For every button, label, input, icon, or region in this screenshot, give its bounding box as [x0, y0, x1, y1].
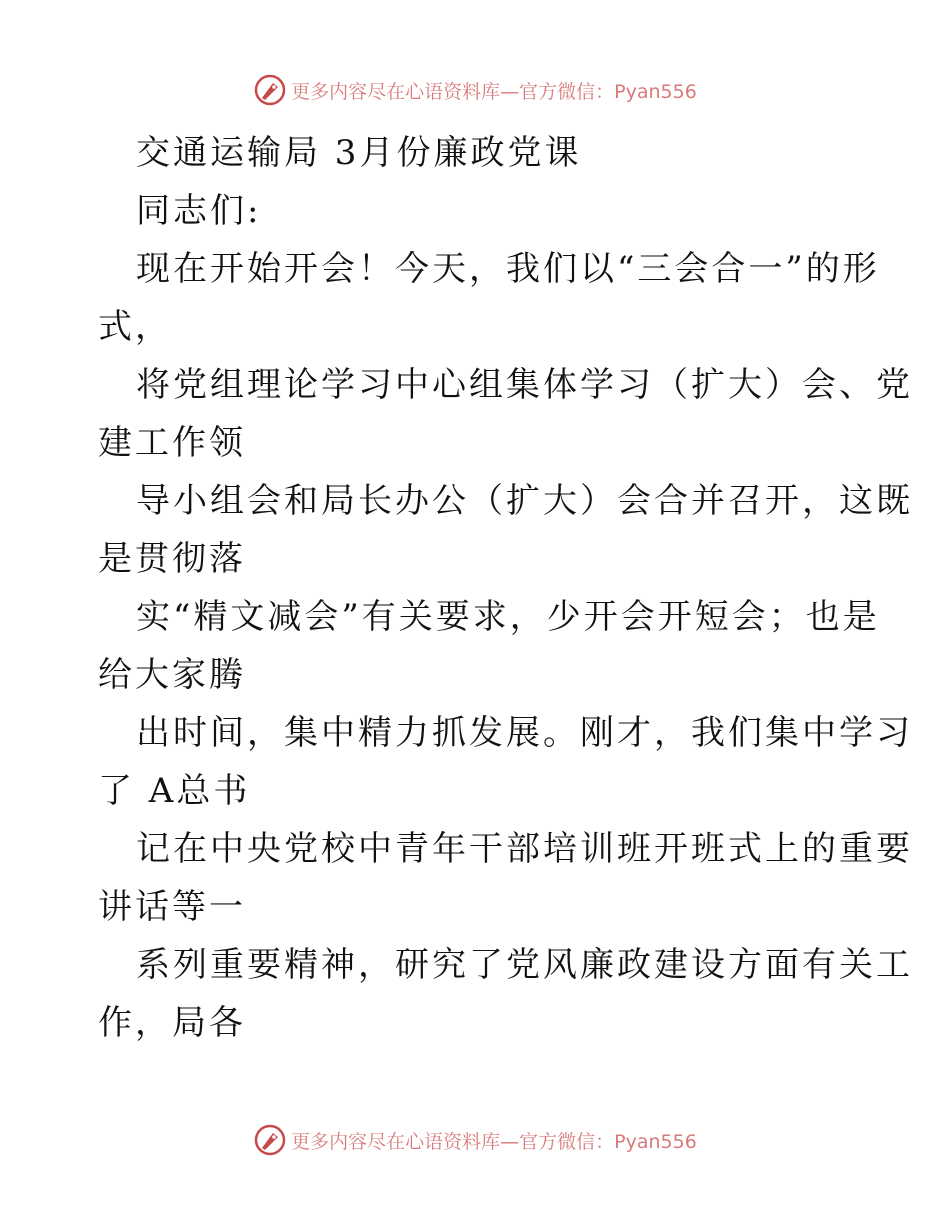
paragraph-line: 系列重要精神，研究了党风廉政建设方面有关工 [136, 945, 913, 985]
paragraph-continuation: 作，局各 [98, 1003, 246, 1043]
paragraph-continuation: 式， [98, 307, 172, 347]
pen-nib-logo-icon [253, 73, 287, 107]
paragraph [98, 820, 913, 936]
paragraph-line: 记在中央党校中青年干部培训班开班式上的重要 [136, 829, 913, 869]
paragraph-continuation: 是贯彻落 [98, 539, 246, 579]
paragraph [98, 936, 913, 1052]
paragraph-continuation: 建工作领 [98, 423, 246, 463]
paragraph [98, 588, 880, 704]
paragraph-continuation: 讲话等一 [98, 887, 246, 927]
paragraph [98, 240, 880, 356]
header-watermark-banner [0, 70, 950, 110]
paragraph-line: 出时间，集中精力抓发展。刚才，我们集中学习 [136, 713, 913, 753]
paragraph [98, 356, 913, 472]
paragraph-continuation: 给大家腾 [98, 655, 246, 695]
paragraph [98, 472, 913, 588]
document-body [98, 124, 913, 1052]
watermark-text: 更多内容尽在心语资料库—官方微信：Pyan556 [291, 80, 697, 103]
paragraph-line: 实“精文减会”有关要求，少开会开短会；也是 [136, 597, 880, 637]
paragraph-line: 将党组理论学习中心组集体学习（扩大）会、党 [136, 365, 913, 405]
document-title: 交通运输局 3月份廉政党课 [136, 133, 582, 173]
salutation: 同志们: [136, 191, 262, 231]
paragraph-continuation: 了 A总书 [98, 771, 251, 811]
watermark-text: 更多内容尽在心语资料库—官方微信：Pyan556 [291, 1130, 697, 1153]
paragraph-line: 现在开始开会！今天，我们以“三会合一”的形 [136, 249, 880, 289]
paragraph-line: 导小组会和局长办公（扩大）会合并召开，这既 [136, 481, 913, 521]
footer-watermark-banner [0, 1120, 950, 1160]
pen-nib-logo-icon [253, 1123, 287, 1157]
paragraph [98, 704, 913, 820]
